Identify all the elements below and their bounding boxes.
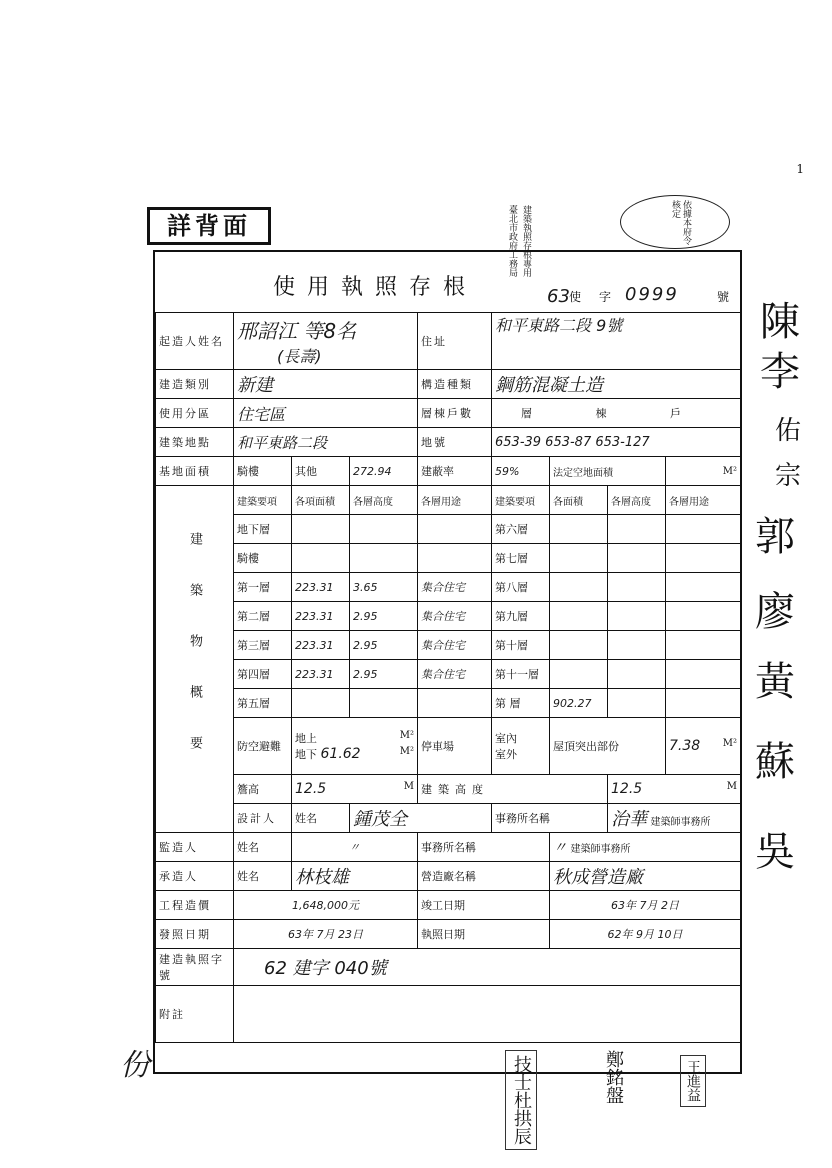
other-label: 其他 xyxy=(292,457,350,486)
floor-row xyxy=(156,602,741,631)
col-header-5: 建築要項 xyxy=(492,486,550,515)
supervisor-value: 〃 xyxy=(292,833,418,862)
outdoor-label: 室外 xyxy=(495,748,517,761)
permit-number: 0999 xyxy=(625,284,679,305)
site-label: 建築地點 xyxy=(156,428,234,457)
lot-label: 地號 xyxy=(418,428,492,457)
eave-label: 簷高 xyxy=(234,775,292,804)
left-floor-use: 集合住宅 xyxy=(418,631,492,660)
eave-value: 12.5 xyxy=(295,781,327,797)
form-title: 使用執照存根 xyxy=(273,275,478,300)
left-floor-name: 第二層 xyxy=(234,602,292,631)
right-floor-name: 第七層 xyxy=(492,544,550,573)
office2-suffix: 建築師事務所 xyxy=(570,844,631,855)
designer-label: 設計人 xyxy=(234,804,292,833)
left-floor-name: 第一層 xyxy=(234,573,292,602)
roof-cell xyxy=(666,718,741,775)
issue-label: 發照日期 xyxy=(156,920,234,949)
right-floor-height xyxy=(608,689,666,718)
margin-name-5: 郭 xyxy=(755,514,795,560)
left-floor-use: 集合住宅 xyxy=(418,660,492,689)
right-floor-height xyxy=(608,602,666,631)
margin-name-8: 蘇 xyxy=(755,739,795,785)
left-floor-height: 2.95 xyxy=(350,602,418,631)
permit-no-value: 62 建字 040號 xyxy=(234,949,741,986)
coverage-label: 建蔽率 xyxy=(418,457,492,486)
site-area-value: 272.94 xyxy=(350,457,418,486)
col-header-7: 各層高度 xyxy=(608,486,666,515)
left-floor-use xyxy=(418,689,492,718)
right-floor-name: 第九層 xyxy=(492,602,550,631)
left-floor-height xyxy=(350,515,418,544)
open-label: 法定空地面積 xyxy=(550,457,666,486)
right-floor-height xyxy=(608,515,666,544)
right-floor-area xyxy=(550,660,608,689)
contractor-value: 林枝雄 xyxy=(292,862,418,891)
category-label: 建造類別 xyxy=(156,370,234,399)
coverage-value: 59% xyxy=(492,457,550,486)
note-value xyxy=(234,986,741,1043)
shelter-cell xyxy=(292,718,418,775)
left-floor-use: 集合住宅 xyxy=(418,573,492,602)
floor-row xyxy=(156,631,741,660)
margin-name-9: 吳 xyxy=(755,829,795,875)
below-unit: M² xyxy=(399,746,414,757)
left-floor-height xyxy=(350,689,418,718)
form-grid xyxy=(155,312,741,1043)
builder-label: 起造人姓名 xyxy=(156,313,234,370)
parking-cell xyxy=(492,718,550,775)
roof-label: 屋頂突出部份 xyxy=(550,718,666,775)
bheight-cell xyxy=(608,775,741,804)
permit-date-value: 62年 9月 10日 xyxy=(550,920,741,949)
number-char: 使 xyxy=(569,290,582,304)
right-floor-area xyxy=(550,631,608,660)
address-value: 和平東路二段 9號 xyxy=(492,313,741,370)
issue-value: 63年 7月 23日 xyxy=(234,920,418,949)
oval-text: 依據本府令核定 xyxy=(670,200,691,245)
left-floor-area xyxy=(292,544,350,573)
eave-cell xyxy=(292,775,418,804)
area-label: 基地面積 xyxy=(156,457,234,486)
left-floor-name: 第四層 xyxy=(234,660,292,689)
bottom-stamp-2: 鄭銘盤 xyxy=(603,1050,624,1104)
col-header-1: 建築要項 xyxy=(234,486,292,515)
right-floor-name: 第八層 xyxy=(492,573,550,602)
building-summary-label xyxy=(156,486,234,833)
permit-no-label: 建造執照字號 xyxy=(156,949,234,986)
floor-row xyxy=(156,689,741,718)
complete-value: 63年 7月 2日 xyxy=(550,891,741,920)
margin-name-7: 黃 xyxy=(755,659,795,705)
left-floor-use: 集合住宅 xyxy=(418,602,492,631)
company-label: 營造廠名稱 xyxy=(418,862,550,891)
left-floor-name: 騎樓 xyxy=(234,544,292,573)
site-value: 和平東路二段 xyxy=(234,428,418,457)
left-floor-height: 2.95 xyxy=(350,631,418,660)
left-floor-area: 223.31 xyxy=(292,602,350,631)
floor-row xyxy=(156,515,741,544)
right-floor-area: 902.27 xyxy=(550,689,608,718)
right-floor-area xyxy=(550,515,608,544)
right-floor-name: 第十層 xyxy=(492,631,550,660)
designer-value: 鍾茂全 xyxy=(350,804,492,833)
col-header-6: 各面積 xyxy=(550,486,608,515)
margin-name-4: 宗 xyxy=(775,461,802,491)
structure-value: 鋼筋混凝土造 xyxy=(492,370,741,399)
left-floor-use xyxy=(418,544,492,573)
col-header-8: 各層用途 xyxy=(666,486,741,515)
note-label: 附註 xyxy=(156,986,234,1043)
office-cell xyxy=(608,804,741,833)
arcade-label: 騎樓 xyxy=(234,457,292,486)
cost-label: 工程造價 xyxy=(156,891,234,920)
left-floor-name: 第五層 xyxy=(234,689,292,718)
col-header-4: 各層用途 xyxy=(418,486,492,515)
right-floor-area xyxy=(550,573,608,602)
builder-value: 邢詔江 等8名 xyxy=(237,319,357,343)
col-header-3: 各層高度 xyxy=(350,486,418,515)
supervisor-label: 監造人 xyxy=(156,833,234,862)
usage-permit-form xyxy=(153,250,742,1074)
right-floor-height xyxy=(608,660,666,689)
right-floor-area xyxy=(550,602,608,631)
number-suffix: 號 xyxy=(717,290,730,304)
bheight-value: 12.5 xyxy=(611,781,643,797)
left-floor-area: 223.31 xyxy=(292,660,350,689)
office2-cell xyxy=(550,833,741,862)
right-floor-name: 第六層 xyxy=(492,515,550,544)
floor-row xyxy=(156,660,741,689)
left-floor-height: 2.95 xyxy=(350,660,418,689)
indoor-label: 室內 xyxy=(495,732,517,745)
bottom-stamp-3: 王進益 xyxy=(680,1055,706,1107)
margin-name-6: 廖 xyxy=(755,589,795,635)
above-label: 地上 xyxy=(295,732,317,745)
office2-label: 事務所名稱 xyxy=(418,833,550,862)
floors-value: 層 棟 戶 xyxy=(492,399,741,428)
right-floor-height xyxy=(608,631,666,660)
number-word: 字 xyxy=(599,290,612,304)
company-value: 秋成營造廠 xyxy=(550,862,741,891)
building-label: 建築物概要 xyxy=(187,531,202,787)
left-floor-area: 223.31 xyxy=(292,573,350,602)
designer-name-label: 姓名 xyxy=(292,804,350,833)
floor-row xyxy=(156,573,741,602)
zone-value: 住宅區 xyxy=(234,399,418,428)
side-text-1: 臺北市政府工務局 xyxy=(507,205,517,277)
form-title-row xyxy=(155,252,740,312)
left-floor-area xyxy=(292,515,350,544)
open-value-unit xyxy=(666,457,741,486)
margin-name-2: 李 xyxy=(760,349,800,395)
shelter-label: 防空避難 xyxy=(234,718,292,775)
open-unit: M² xyxy=(722,465,738,477)
left-floor-height: 3.65 xyxy=(350,573,418,602)
left-margin-mark: 份 xyxy=(120,1048,150,1083)
margin-name-1: 陳 xyxy=(760,299,800,345)
side-text-2: 建築執照存根專用 xyxy=(521,205,531,277)
bheight-label: 建築高度 xyxy=(418,775,608,804)
address-label: 住址 xyxy=(418,313,492,370)
below-value: 61.62 xyxy=(320,746,361,762)
eave-unit: M xyxy=(403,781,414,792)
floors-label: 層棟戶數 xyxy=(418,399,492,428)
contractor-name-label: 姓名 xyxy=(234,862,292,891)
office-value: 治華 xyxy=(611,809,647,830)
number-prefix: 63 xyxy=(547,286,570,307)
office-label: 事務所名稱 xyxy=(492,804,608,833)
col-header-2: 各項面積 xyxy=(292,486,350,515)
right-floor-name: 第十一層 xyxy=(492,660,550,689)
permit-date-label: 執照日期 xyxy=(418,920,550,949)
left-floor-height xyxy=(350,544,418,573)
right-floor-height xyxy=(608,573,666,602)
cost-value: 1,648,000元 xyxy=(234,891,418,920)
structure-label: 構造種類 xyxy=(418,370,492,399)
supervisor-name-label: 姓名 xyxy=(234,833,292,862)
left-floor-area: 223.31 xyxy=(292,631,350,660)
office-suffix: 建築師事務所 xyxy=(650,817,711,828)
left-floor-name: 地下層 xyxy=(234,515,292,544)
builder-cell xyxy=(234,313,418,370)
bottom-stamp-1: 技士杜拱辰 xyxy=(505,1050,537,1150)
header-oval xyxy=(620,195,730,249)
page-number: 1 xyxy=(796,162,804,176)
zone-label: 使用分區 xyxy=(156,399,234,428)
margin-name-3: 佑 xyxy=(775,416,802,446)
left-floor-use xyxy=(418,515,492,544)
contractor-label: 承造人 xyxy=(156,862,234,891)
left-floor-area xyxy=(292,689,350,718)
floor-row xyxy=(156,544,741,573)
left-floor-name: 第三層 xyxy=(234,631,292,660)
detail-stamp-label: 詳背面 xyxy=(147,207,271,245)
lot-value: 653-39 653-87 653-127 xyxy=(492,428,741,457)
right-floor-area xyxy=(550,544,608,573)
complete-label: 竣工日期 xyxy=(418,891,550,920)
roof-unit: M² xyxy=(722,738,738,749)
right-floor-name: 第 層 xyxy=(492,689,550,718)
office2-value: 〃 xyxy=(553,840,567,856)
parking-label: 停車場 xyxy=(418,718,492,775)
right-floor-height xyxy=(608,544,666,573)
roof-value: 7.38 xyxy=(669,738,701,754)
above-unit: M² xyxy=(399,730,414,741)
bheight-unit: M xyxy=(726,781,738,792)
below-label: 地下 xyxy=(295,748,317,761)
category-value: 新建 xyxy=(234,370,418,399)
builder-value-2: (長壽) xyxy=(277,347,322,366)
